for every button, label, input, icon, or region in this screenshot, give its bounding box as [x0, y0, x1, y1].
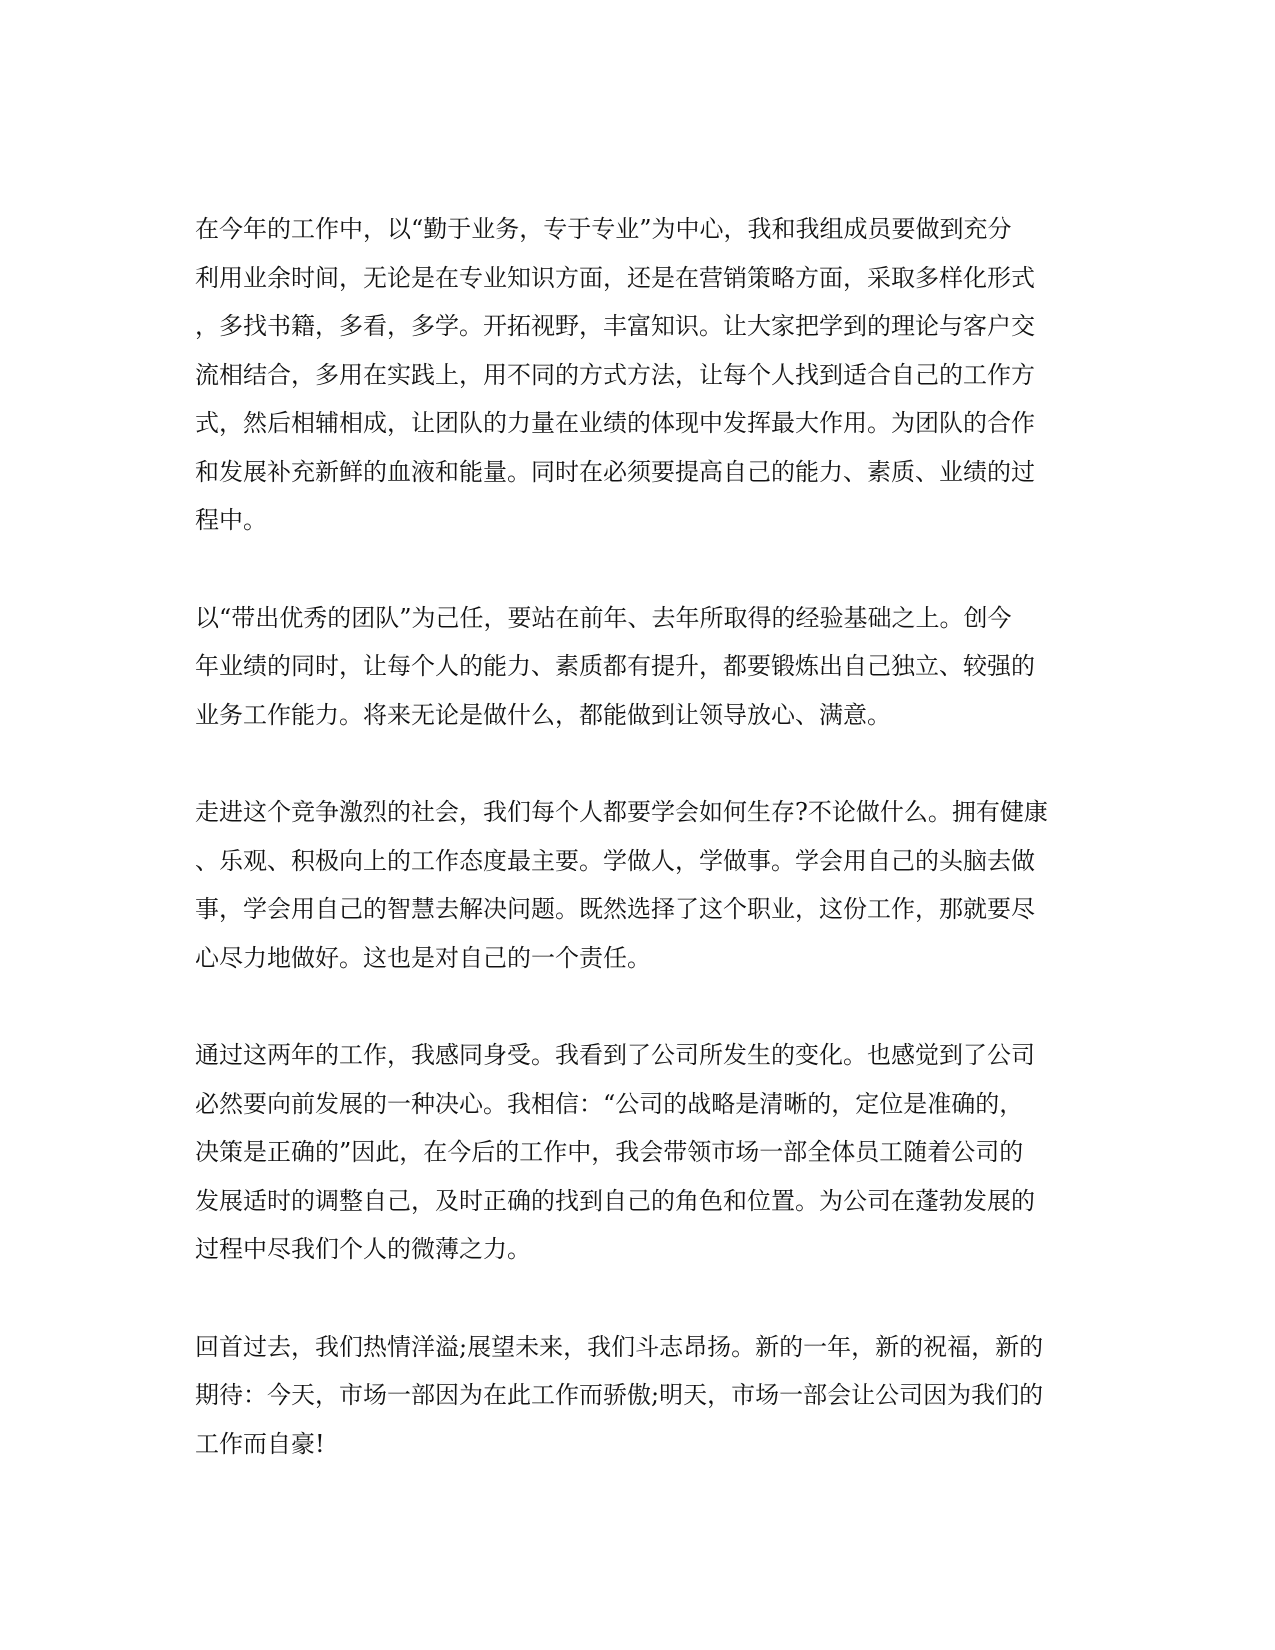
paragraph-5: [195, 1323, 1075, 1469]
paragraph-line: 年业绩的同时，让每个人的能力、素质都有提升，都要锻炼出自己独立、较强的: [195, 652, 1035, 680]
paragraph-line: 以“带出优秀的团队”为己任，要站在前年、去年所取得的经验基础之上。创今: [195, 603, 1012, 632]
paragraph-line: 期待：今天，市场一部因为在此工作而骄傲;明天，市场一部会让公司因为我们的: [195, 1381, 1044, 1409]
paragraph-line: ，多找书籍，多看，多学。开拓视野，丰富知识。让大家把学到的理论与客户交: [195, 312, 1035, 340]
paragraph-2: [195, 594, 1075, 740]
paragraph-3: [195, 788, 1075, 982]
document-body: [195, 205, 1075, 1517]
paragraph-line: 发展适时的调整自己，及时正确的找到自己的角色和位置。为公司在蓬勃发展的: [195, 1186, 1035, 1215]
paragraph-line: 式，然后相辅相成，让团队的力量在业绩的体现中发挥最大作用。为团队的合作: [195, 409, 1035, 437]
paragraph-1: [195, 205, 1075, 545]
paragraph-line: 决策是正确的”因此，在今后的工作中，我会带领市场一部全体员工随着公司的: [195, 1138, 1024, 1166]
paragraph-line: 流相结合，多用在实践上，用不同的方式方法，让每个人找到适合自己的工作方: [195, 360, 1035, 389]
paragraph-line: 利用业余时间，无论是在专业知识方面，还是在营销策略方面，采取多样化形式: [195, 263, 1035, 292]
paragraph-line: 事，学会用自己的智慧去解决问题。既然选择了这个职业，这份工作，那就要尽: [195, 895, 1035, 923]
paragraph-line: 回首过去，我们热情洋溢;展望未来，我们斗志昂扬。新的一年，新的祝福，新的: [195, 1332, 1044, 1361]
paragraph-4: [195, 1031, 1075, 1274]
paragraph-line: 、乐观、积极向上的工作态度最主要。学做人，学做事。学会用自己的头脑去做: [195, 846, 1035, 875]
paragraph-line: 业务工作能力。将来无论是做什么，都能做到让领导放心、满意。: [195, 700, 891, 729]
paragraph-line: 和发展补充新鲜的血液和能量。同时在必须要提高自己的能力、素质、业绩的过: [195, 457, 1035, 486]
paragraph-line: 必然要向前发展的一种决心。我相信：“公司的战略是清晰的，定位是准确的，: [195, 1089, 1024, 1118]
paragraph-line: 工作而自豪!: [195, 1429, 325, 1458]
paragraph-line: 过程中尽我们个人的微薄之力。: [195, 1235, 531, 1263]
paragraph-line: 心尽力地做好。这也是对自己的一个责任。: [195, 943, 651, 972]
paragraph-line: 程中。: [195, 506, 267, 534]
paragraph-line: 在今年的工作中，以“勤于业务，专于专业”为中心，我和我组成员要做到充分: [195, 215, 1012, 243]
paragraph-line: 通过这两年的工作，我感同身受。我看到了公司所发生的变化。也感觉到了公司: [195, 1041, 1035, 1069]
paragraph-line: 走进这个竞争激烈的社会，我们每个人都要学会如何生存?不论做什么。拥有健康: [195, 798, 1048, 826]
